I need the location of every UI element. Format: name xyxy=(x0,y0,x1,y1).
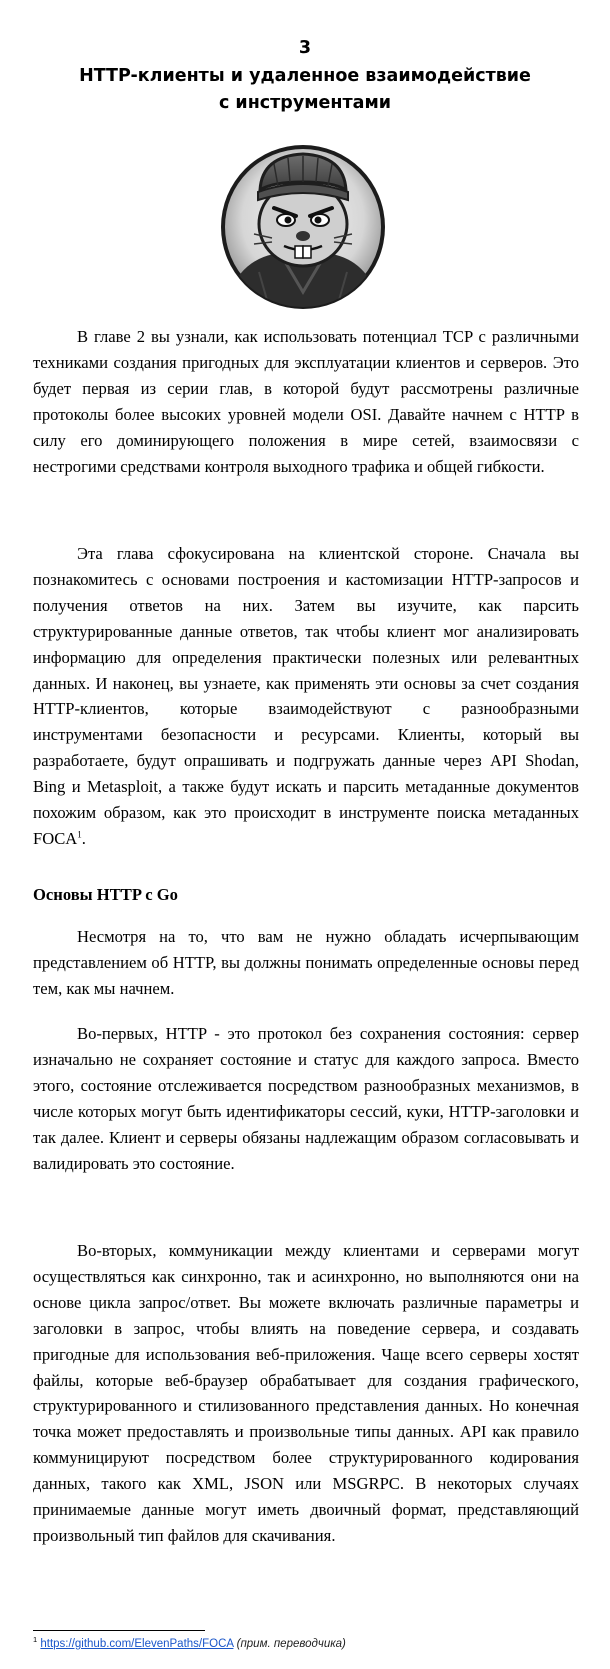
footnote-note: (прим. переводчика) xyxy=(236,1638,346,1650)
paragraph-http-basics: Несмотря на то, что вам не нужно обладать исчерпывающим представлением об HTTP, вы должны понимать определенные основы перед тем, как мы начнем. xyxy=(33,927,579,998)
chapter-title xyxy=(0,63,610,117)
footnote-divider xyxy=(33,1630,205,1631)
paragraph-intro: В главе 2 вы узнали, как использовать потенциал TCP с различными техниками создания пригодных для эксплуатации клиентов и серверов. Это будет первая из серии глав, в которой будут рассмотрены различные протоколы более высоких уровней модели OSI. Давайте начнем с HTTP в силу его доминирующего положения в мире сетей, взаимосвязи с нестрогими средствами контроля выходного трафика и общей гибкости. xyxy=(33,327,579,476)
footnote-ref[interactable]: 1 xyxy=(77,829,82,840)
paragraph-chapter-focus: Эта глава сфокусирована на клиентской стороне. Сначала вы познакомитесь с основами построения и кастомизации HTTP-запросов и получения ответов на них. Затем вы изучите, как парсить структурированные данные ответов, так чтобы клиент мог анализировать информацию для определения практически полезных или релевантных данных. И наконец, вы узнаете, как применять эти основы за счет создания HTTP-клиентов, которые взаимодействуют с разнообразными инструментами безопасности и ресурсами. Клиенты, который вы разработаете, будут опрашивать и подгружать данные через API Shodan, Bing и Metasploit, а также будут искать и парсить метаданные документов похожим образом, как это происходит в инструменте поиска метаданных FOCA$^1$. xyxy=(33,544,579,848)
footnote-marker: 1 xyxy=(33,1635,38,1645)
chapter-number: 3 xyxy=(298,38,312,58)
chapter-title-line-2: с инструментами xyxy=(218,93,392,113)
footnote xyxy=(33,1636,346,1652)
paragraph-stateless: Во-первых, HTTP - это протокол без сохранения состояния: сервер изначально не сохраняет состояние и статус для каждого запроса. Вместо этого, состояние отслеживается посредством разнообразных механизмов, в числе которых могут быть идентификаторы сессий, куки, HTTP-заголовки и так далее. Клиент и серверы обязаны надлежащим образом согласовывать и валидировать это состояние. xyxy=(33,1024,579,1173)
gopher-mascot-icon xyxy=(214,142,392,312)
section-heading: Основы HTTP с Go xyxy=(33,885,178,904)
paragraph-request-response: Во-вторых, коммуникации между клиентами и серверами могут осуществляться как синхронно, так и асинхронно, но выполняются они на основе цикла запрос/ответ. Вы можете включать различные параметры и заголовки в запрос, чтобы влиять на поведение сервера, и создавать пригодные для использования веб-приложения. Чаще всего серверы хостят файлы, которые веб-браузер обрабатывает для создания графического, структурированного и стилизованного представления данных. Но конечная точка может предоставлять и произвольные типы данных. API как правило коммуницируют посредством более структурированного кодирования данных, такого как XML, JSON или MSGRPC. В некоторых случаях принимаемые данные могут иметь двоичный формат, представляющий произвольный тип файлов для скачивания. xyxy=(33,1241,579,1545)
footnote-link[interactable]: https://github.com/ElevenPaths/FOCA xyxy=(40,1638,234,1650)
chapter-title-line-1: HTTP-клиенты и удаленное взаимодействие xyxy=(79,66,531,86)
